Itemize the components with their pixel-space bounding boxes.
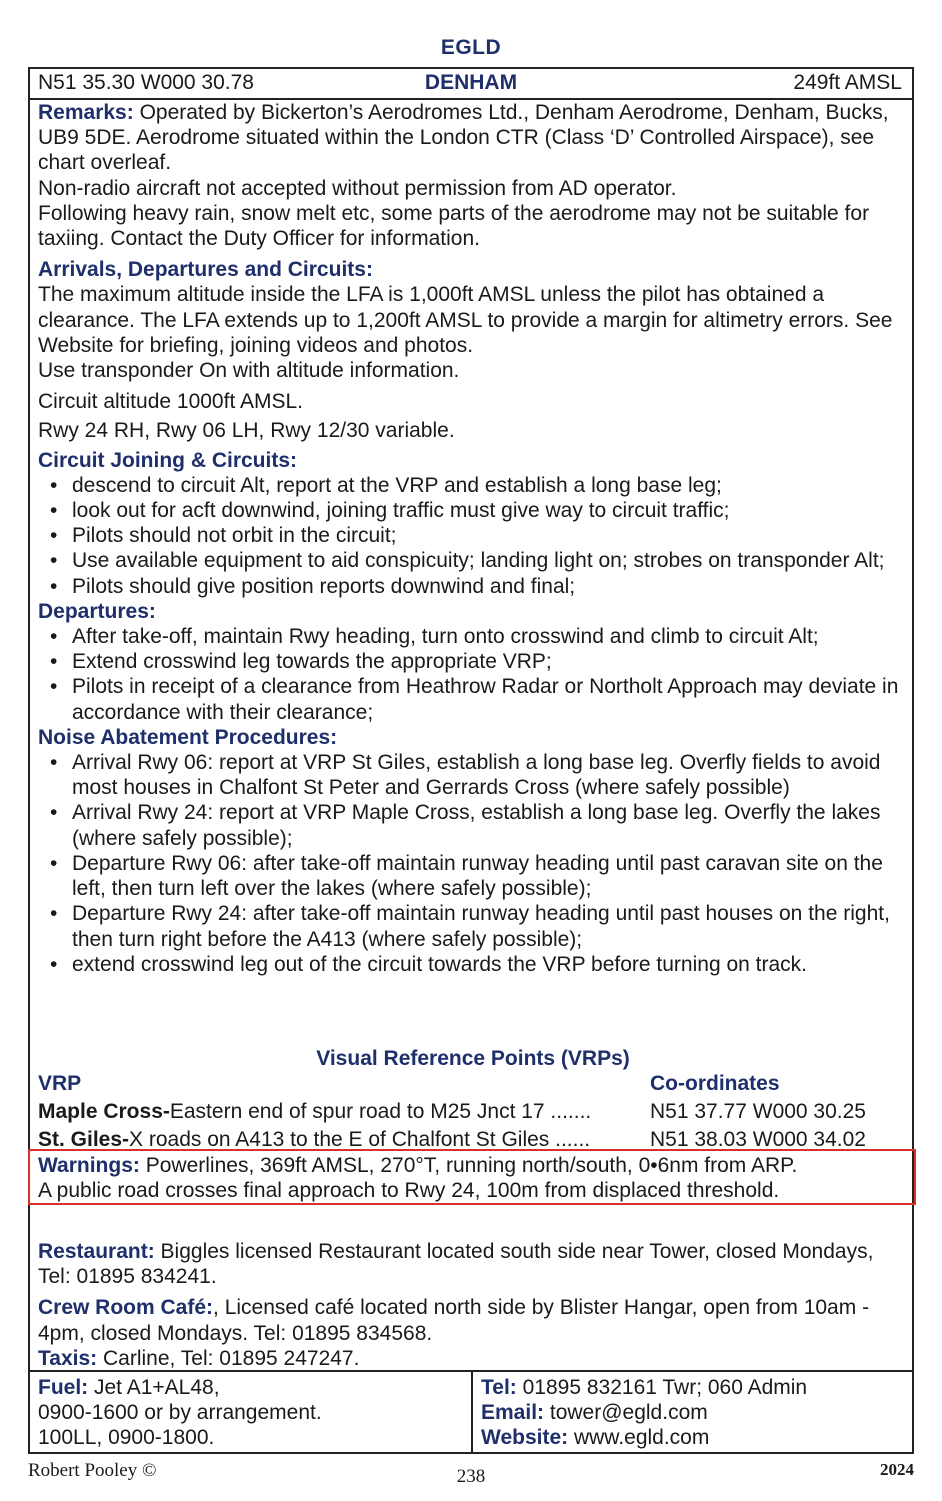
tel-value: 01895 832161 Twr; 060 Admin	[516, 1376, 808, 1399]
vrp-column-header: VRP	[38, 1072, 82, 1095]
edition-year: 2024	[880, 1460, 914, 1479]
crew-room-text: , Licensed café located north side by Blister Hangar, open from 10am - 4pm, closed Mondays. Tel: 01895 834568.	[38, 1296, 870, 1345]
fuel-line-1: Jet A1+AL48,	[88, 1376, 220, 1399]
remarks-paragraph	[38, 100, 908, 176]
remarks-label: Remarks:	[38, 101, 134, 124]
entry-header	[30, 69, 912, 100]
list-item: • descend to circuit Alt, report at the VRP and establish a long base leg;	[38, 473, 908, 498]
info-footer-table	[30, 1370, 912, 1454]
fuel-line-3: 100LL, 0900-1800.	[38, 1426, 215, 1449]
noise-abatement-heading: Noise Abatement Procedures:	[38, 725, 338, 749]
warnings-box	[28, 1149, 916, 1205]
list-item: • Use available equipment to aid conspicuity; landing light on; strobes on transponder Alt;	[38, 548, 908, 573]
author-credit: Robert Pooley ©	[28, 1460, 157, 1481]
warnings-label: Warnings:	[38, 1154, 140, 1177]
list-item: • Arrival Rwy 24: report at VRP Maple Cross, establish a long base leg. Overfly the lakes (where safely possible);	[38, 800, 908, 850]
email-link[interactable]: tower@egld.com	[544, 1401, 708, 1424]
page-number: 238	[456, 1466, 486, 1487]
warnings-line-2: A public road crosses final approach to Rwy 24, 100m from displaced threshold.	[38, 1178, 780, 1202]
circuit-joining-heading: Circuit Joining & Circuits:	[38, 448, 298, 472]
vrp-name: Maple Cross-	[38, 1100, 170, 1123]
circuit-joining-list	[38, 473, 908, 599]
website-label: Website:	[481, 1426, 569, 1449]
list-item: • Pilots should give position reports downwind and final;	[38, 574, 908, 599]
vrp-coordinates: N51 37.77 W000 30.25	[650, 1100, 866, 1123]
warnings-text: Powerlines, 369ft AMSL, 270°T, running north/south, 0•6nm from ARP.	[139, 1154, 798, 1177]
list-item: • look out for acft downwind, joining traffic must give way to circuit traffic;	[38, 498, 908, 523]
aerodrome-name: DENHAM	[424, 71, 518, 94]
departures-heading: Departures:	[38, 599, 156, 623]
restaurant-label: Restaurant:	[38, 1240, 155, 1263]
arrivals-heading: Arrivals, Departures and Circuits:	[38, 258, 373, 282]
remarks-line-2: Non-radio aircraft not accepted without permission from AD operator.	[38, 176, 677, 200]
circuit-altitude: Circuit altitude 1000ft AMSL.	[38, 390, 303, 414]
departures-list	[38, 624, 908, 725]
vrp-description: Eastern end of spur road to M25 Jnct 17 .......	[169, 1100, 592, 1123]
list-item: • Pilots should not orbit in the circuit;	[38, 523, 908, 548]
aerodrome-entry	[28, 67, 914, 1454]
restaurant-text: Biggles licensed Restaurant located south side near Tower, closed Mondays, Tel: 01895 834241.	[38, 1240, 874, 1289]
aerodrome-code: EGLD	[440, 36, 502, 59]
vrp-table-header	[38, 1071, 908, 1097]
runway-directions: Rwy 24 RH, Rwy 06 LH, Rwy 12/30 variable.	[38, 419, 455, 443]
fuel-label: Fuel:	[38, 1376, 89, 1399]
table-row	[38, 1099, 908, 1125]
restaurant-paragraph	[38, 1239, 908, 1289]
transponder-note: Use transponder On with altitude information.	[38, 359, 460, 383]
list-item: • Arrival Rwy 06: report at VRP St Giles, establish a long base leg. Overfly fields to avoid most houses in Chalfont St Peter and Gerrards Cross (where safely possible)	[38, 750, 908, 800]
taxis-text: Carline, Tel: 01895 247247.	[97, 1346, 360, 1370]
facilities-section	[38, 1239, 908, 1371]
taxis-label: Taxis:	[38, 1346, 98, 1370]
vrp-description: X roads on A413 to the E of Chalfont St Giles ......	[129, 1128, 591, 1151]
list-item: • extend crosswind leg out of the circuit towards the VRP before turning on track.	[38, 952, 908, 977]
arrivals-para: The maximum altitude inside the LFA is 1,000ft AMSL unless the pilot has obtained a clearance. The LFA extends up to 1,200ft AMSL to provide a margin for altimetry errors. See Website for briefing, joining videos and photos.	[38, 283, 893, 357]
list-item: • After take-off, maintain Rwy heading, turn onto crosswind and climb to circuit Alt;	[38, 624, 908, 649]
list-item: • Departure Rwy 06: after take-off maintain runway heading until past caravan site on the left, then turn left over the lakes (where safely possible);	[38, 851, 908, 901]
taxis-paragraph	[38, 1346, 908, 1371]
crew-room-paragraph	[38, 1295, 908, 1345]
vrp-title: Visual Reference Points (VRPs)	[316, 1047, 630, 1070]
coordinates-column-header: Co-ordinates	[650, 1072, 780, 1095]
list-item: • Extend crosswind leg towards the appropriate VRP;	[38, 649, 908, 674]
list-item: • Departure Rwy 24: after take-off maintain runway heading until past houses on the right, then turn right before the A413 (where safely possible);	[38, 901, 908, 951]
tel-label: Tel:	[481, 1376, 517, 1399]
website-link[interactable]: www.egld.com	[568, 1426, 710, 1449]
fuel-line-2: 0900-1600 or by arrangement.	[38, 1401, 322, 1424]
vrp-coordinates: N51 38.03 W000 34.02	[650, 1128, 866, 1151]
email-label: Email:	[481, 1401, 545, 1424]
fuel-cell	[38, 1375, 322, 1450]
entry-body	[38, 100, 908, 1151]
column-divider	[471, 1372, 473, 1454]
crew-room-label: Crew Room Café:	[38, 1296, 214, 1320]
remarks-line-3: Following heavy rain, snow melt etc, some parts of the aerodrome may not be suitable for taxiing. Contact the Duty Officer for information.	[38, 201, 870, 251]
noise-abatement-list	[38, 750, 908, 977]
aerodrome-elevation: 249ft AMSL	[793, 71, 902, 94]
vrp-name: St. Giles-	[38, 1128, 130, 1151]
aerodrome-coordinates: N51 35.30 W000 30.78	[38, 71, 254, 94]
list-item: • Pilots in receipt of a clearance from Heathrow Radar or Northolt Approach may deviate in accordance with their clearance;	[38, 674, 908, 724]
remarks-text: Operated by Bickerton’s Aerodromes Ltd., Denham Aerodrome, Denham, Bucks, UB9 5DE. Aerodrome situated within the London CTR (Class ‘D’ Controlled Airspace), see chart overleaf.	[38, 101, 889, 175]
contact-cell	[481, 1375, 807, 1450]
